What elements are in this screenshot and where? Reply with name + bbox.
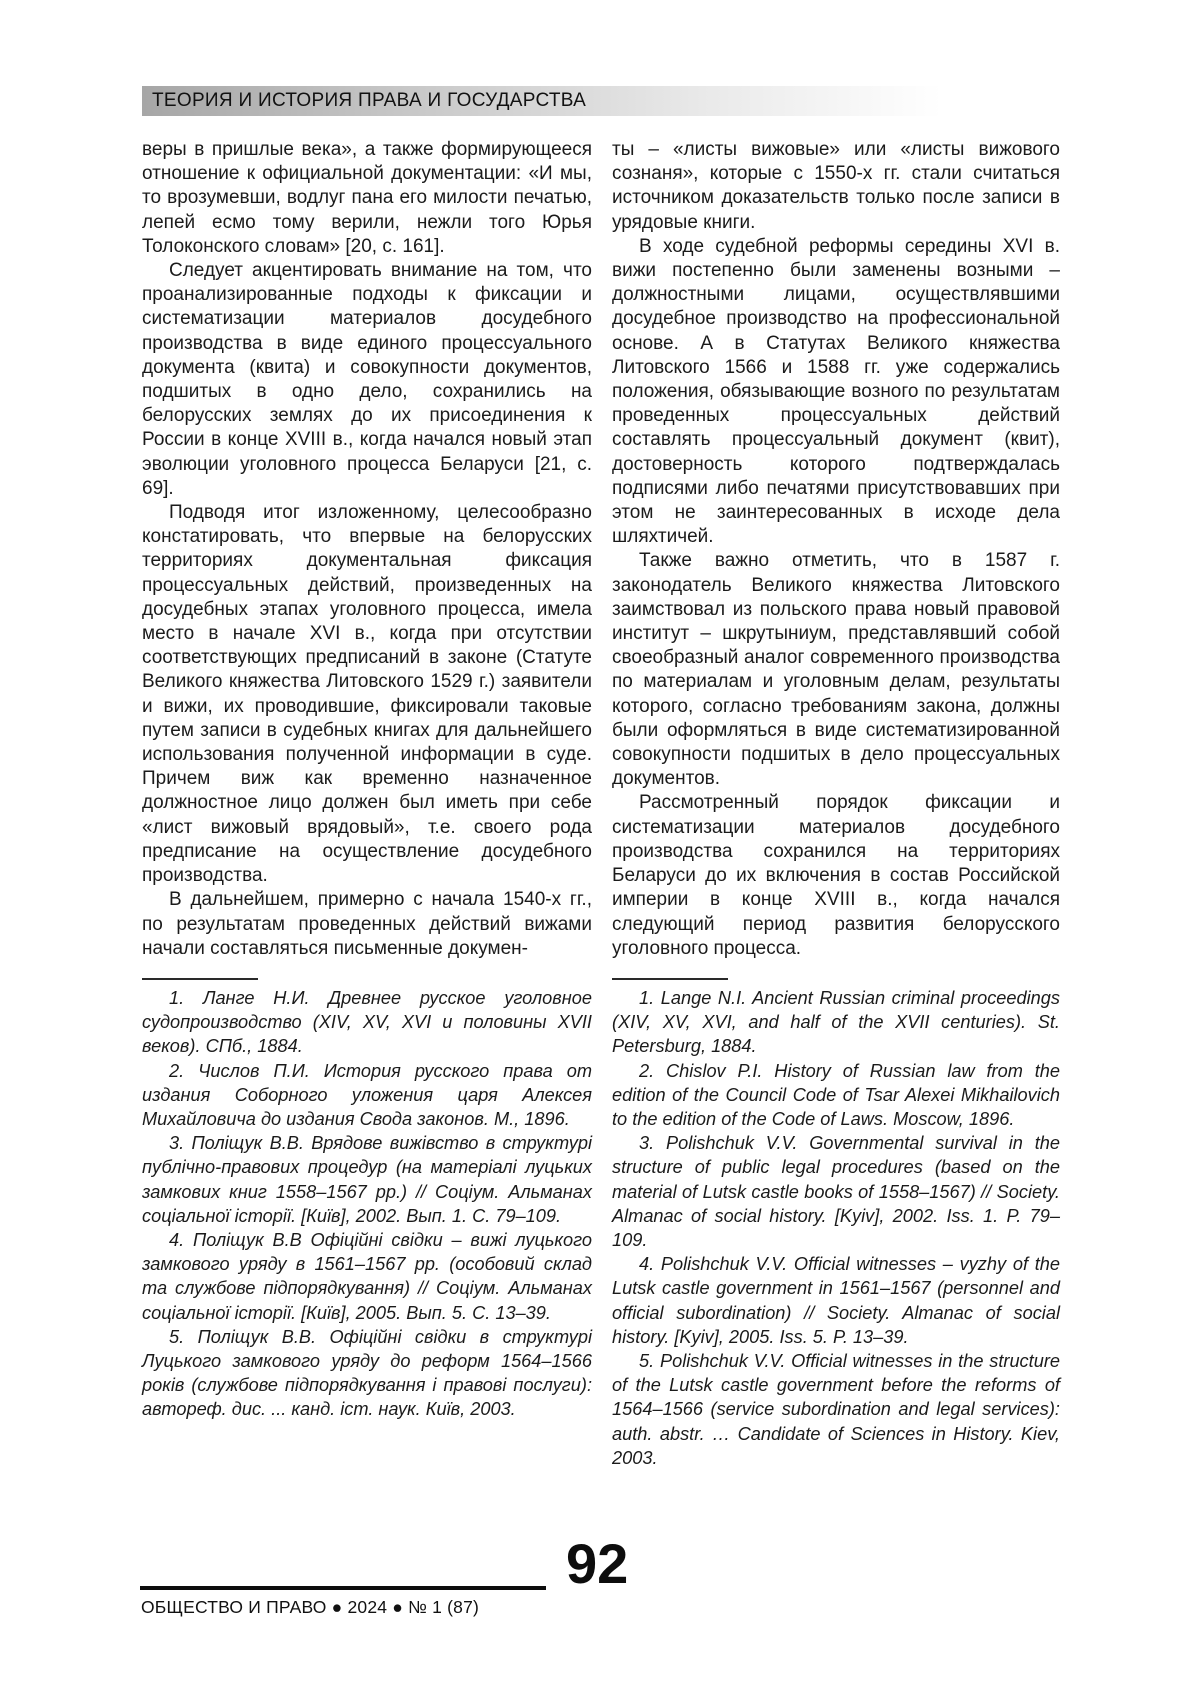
body-paragraph: Также важно отметить, что в 1587 г. законодатель Великого княжества Литовского заимствовал из польского права новый правовой институт – шкрутыниум, представлявший собой своеобразный аналог современного производства по материалам и уголовным делам, результаты которого, согласно требованиям закона, должны были оформляться в виде систематизированной совокупности подшитых в дело процессуальных документов. — [612, 550, 1060, 790]
reference-item: 3. Поліщук В.В. Врядове вижівство в структурі публічно-правових процедур (на матеріалі луцьких замкових книг 1558–1567 рр.) // Соціум. Альманах соціальної історії. [Київ], 2002. Вып. 1. С. 79–109. — [142, 1133, 592, 1226]
reference-item: 1. Lange N.I. Ancient Russian criminal proceedings (XIV, XV, XVI, and half of the XVII centuries). St. Petersburg, 1884. — [612, 988, 1060, 1057]
section-rubric-title: ТЕОРИЯ И ИСТОРИЯ ПРАВА И ГОСУДАРСТВА — [152, 90, 587, 111]
references-section — [142, 978, 1060, 1470]
section-rubric-bar — [142, 86, 942, 116]
reference-item: 5. Polishchuk V.V. Official witnesses in the structure of the Lutsk castle government before the reforms of 1564–1566 (service subordination and legal services): auth. abstr. … Candidate of Sciences in History. Kiev, 2003. — [612, 1351, 1060, 1468]
body-paragraph: Подводя итог изложенному, целесообразно констатировать, что впервые на белорусских территориях документальная фиксация процессуальных действий, произведенных на досудебных этапах уголовного процесса, имела место в начале XVI в., когда при отсутствии соответствующих предписаний в законе (Статуте Великого княжества Литовского 1529 г.) заявители и вижи, их проводившие, фиксировали таковые путем записи в судебных книгах для дальнейшего использования полученной информации в суде. Причем виж как временно назначенное должностное лицо должен был иметь при себе «лист вижовый врядовый», т.е. своего рода предписание на осуществление досудебного производства. — [142, 502, 592, 887]
references-column-russian — [142, 978, 592, 1470]
reference-item: 2. Chislov P.I. History of Russian law from the edition of the Council Code of Tsar Alexei Mikhailovich to the edition of the Code of Laws. Moscow, 1896. — [612, 1060, 1060, 1130]
body-paragraph: Следует акцентировать внимание на том, что проанализированные подходы к фиксации и систематизации материалов досудебного производства в виде единого процессуального документа (квита) и совокупности документов, подшитых в одно дело, сохранились на белорусских землях до их присоединения к России в конце XVIII в., когда начался новый этап эволюции уголовного процесса Беларуси [21, с. 69]. — [142, 260, 592, 499]
body-paragraph: В дальнейшем, примерно с начала 1540-х гг., по результатам проведенных действий вижами начали составляться письменные докумен- — [142, 889, 592, 959]
body-column-right — [612, 138, 1060, 961]
reference-item: 1. Ланге Н.И. Древнее русское уголовное судопроизводство (XIV, XV, XVI и половины XVII веков). СПб., 1884. — [142, 988, 592, 1057]
body-paragraph: ты – «листы вижовые» или «листы вижового сознаня», которые с 1550-х гг. стали считаться источником доказательств только после записи в урядовые книги. — [612, 139, 1060, 233]
footer-rule — [140, 1586, 546, 1590]
footnote-separator — [612, 978, 728, 980]
page-number: 92 — [566, 1532, 629, 1595]
body-paragraph: В ходе судебной реформы середины XVI в. вижи постепенно были заменены возными – должностными лицами, осуществлявшими досудебное производство на профессиональной основе. А в Статутах Великого княжества Литовского 1566 и 1588 гг. уже содержались положения, обязывающие возного по результатам проведенных процессуальных действий составлять процессуальный документ (квит), достоверность которого подтверждалась подписями либо печатями присутствовавших при этом не заинтересованных в исходе дела шляхтичей. — [612, 235, 1060, 548]
reference-item: 3. Polishchuk V.V. Governmental survival in the structure of public legal procedures (based on the material of Lutsk castle books of 1558–1567) // Society. Almanac of social history. [Kyiv], 2002. Iss. 1. P. 79–109. — [612, 1133, 1060, 1251]
reference-item: 4. Поліщук В.В Офіційні свідки – вижі луцького замкового уряду в 1561–1567 рр. (особовий склад та службове підпорядкування) // Соціум. Альманах соціальної історії. [Київ], 2005. Вып. 5. С. 13–39. — [142, 1230, 592, 1323]
reference-item: 2. Числов П.И. История русского права от издания Соборного уложения царя Алексея Михайловича до издания Свода законов. М., 1896. — [142, 1060, 592, 1130]
body-paragraph: Рассмотренный порядок фиксации и систематизации материалов досудебного производства сохранился на территориях Беларуси до их включения в состав Российской империи в конце XVIII в., когда начался следующий период развития белорусского уголовного процесса. — [612, 792, 1060, 959]
body-column-left — [142, 138, 592, 961]
reference-item: 4. Polishchuk V.V. Official witnesses – vyzhy of the Lutsk castle government in 1561–1567 (personnel and official subordination) // Society. Almanac of social history. [Kyiv], 2005. Iss. 5. P. 13–39. — [612, 1254, 1060, 1347]
body-paragraph: веры в пришлые века», а также формирующееся отношение к официальной документации: «И мы, то врозумевши, водлуг пана его милости печатью, лепей есмо тому верили, нежли того Юрья Толоконского словам» [20, с. 161]. — [142, 139, 592, 257]
footnote-separator — [142, 978, 258, 980]
references-column-english — [612, 978, 1060, 1470]
journal-footer-line: ОБЩЕСТВО И ПРАВО ● 2024 ● № 1 (87) — [141, 1597, 480, 1617]
reference-item: 5. Поліщук В.В. Офіційні свідки в структурі Луцького замкового уряду до реформ 1564–1566 років (службове підпорядкування і правові послуги): автореф. дис. ... канд. іст. наук. Київ, 2003. — [142, 1326, 592, 1420]
article-body — [142, 138, 1060, 961]
